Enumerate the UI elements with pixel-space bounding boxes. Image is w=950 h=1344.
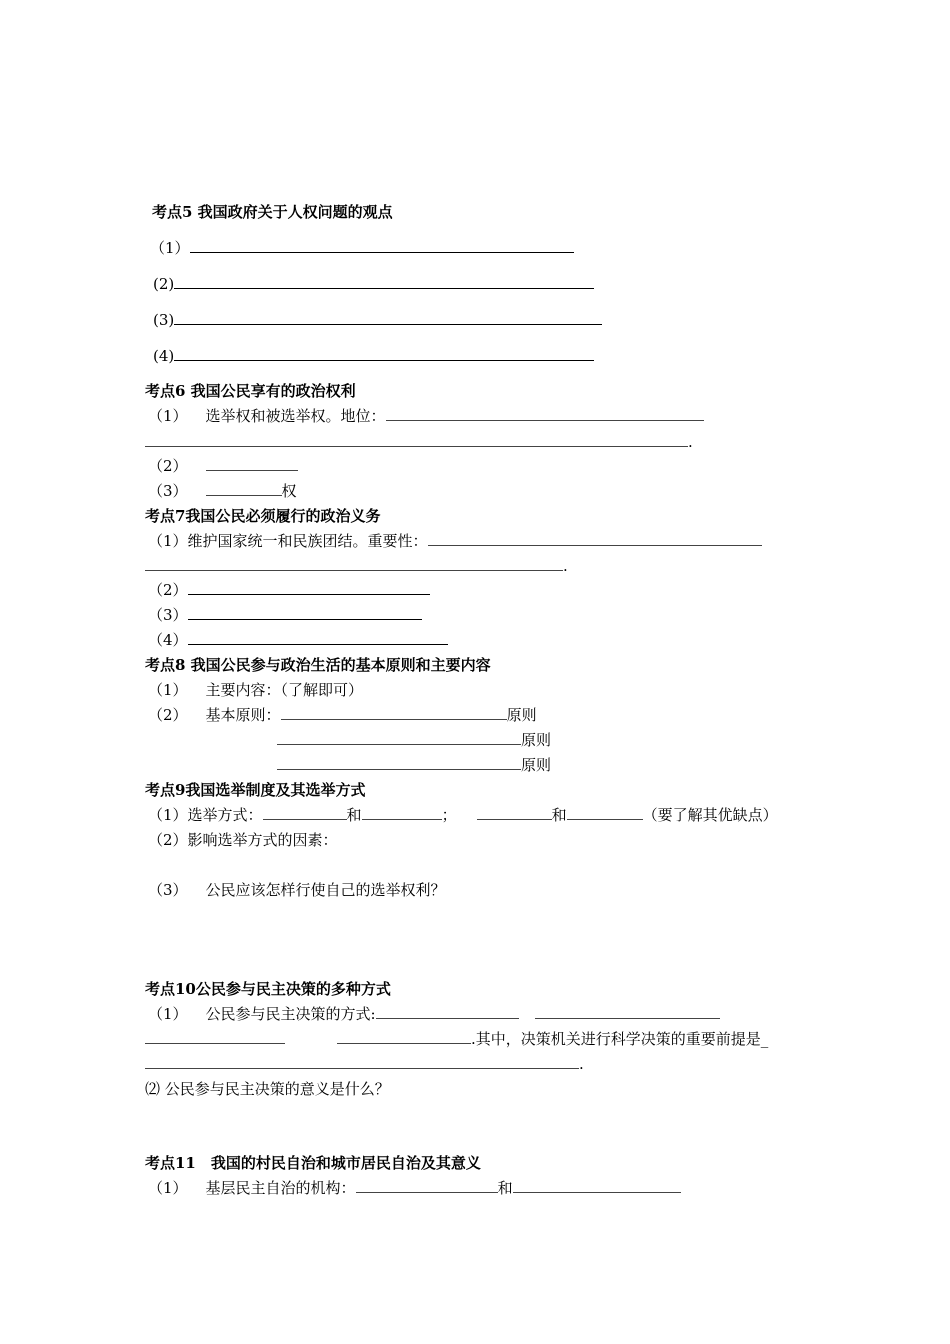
s10-item-1	[148, 1004, 720, 1024]
answer-blank[interactable]	[174, 310, 602, 325]
s6-item-2	[148, 456, 298, 476]
answer-blank[interactable]	[206, 456, 298, 471]
answer-blank[interactable]	[188, 605, 422, 620]
item-text: 基本原则：	[205, 706, 281, 724]
s8-principle-3	[277, 755, 551, 775]
item-number: （1）	[148, 407, 188, 425]
suffix-text: 权	[281, 482, 297, 500]
answer-blank[interactable]	[477, 805, 552, 820]
section-6-title: 考点6 我国公民享有的政治权利	[145, 382, 356, 400]
answer-blank[interactable]	[174, 346, 594, 361]
s10-item-2: ⑵ 公民参与民主决策的意义是什么？	[145, 1080, 390, 1098]
item-text: 选举权和被选举权。地位：	[205, 407, 386, 425]
and-text: 和	[497, 1179, 513, 1197]
answer-blank[interactable]	[277, 755, 521, 770]
answer-blank[interactable]	[145, 1029, 285, 1044]
answer-blank[interactable]	[145, 432, 688, 447]
item-text: 基层民主自治的机构：	[205, 1179, 356, 1197]
section-5-title: 考点5 我国政府关于人权问题的观点	[152, 203, 393, 221]
answer-blank[interactable]	[188, 580, 430, 595]
item-number: (2)	[153, 275, 175, 293]
period: .	[579, 1055, 584, 1073]
principle-label: 原则	[506, 706, 537, 724]
answer-blank[interactable]	[206, 481, 282, 496]
answer-blank[interactable]	[567, 805, 643, 820]
section-11-title: 考点11 我国的村民自治和城市居民自治及其意义	[145, 1154, 481, 1172]
answer-blank[interactable]	[145, 1054, 579, 1069]
semicolon: ；	[441, 806, 457, 824]
s10-item-1-cont	[145, 1029, 768, 1049]
answer-blank[interactable]	[188, 630, 448, 645]
item-number: (3)	[153, 311, 175, 329]
item-text: .其中，决策机关进行科学决策的重要前提是	[471, 1030, 761, 1048]
s6-item-1-cont	[145, 432, 693, 452]
s7-item-2	[148, 580, 430, 600]
item-number: （2）	[148, 457, 188, 475]
s5-item-1	[150, 238, 574, 258]
section-10-title: 考点10公民参与民主决策的多种方式	[145, 980, 391, 998]
answer-blank[interactable]	[263, 805, 347, 820]
answer-blank[interactable]	[386, 406, 704, 421]
item-number: （1）	[148, 681, 188, 699]
s6-item-3	[148, 481, 297, 501]
s8-item-1	[148, 680, 363, 700]
item-number: （1）	[148, 1005, 188, 1023]
item-number: (4)	[153, 347, 175, 365]
answer-blank[interactable]	[281, 705, 507, 720]
s11-item-1	[148, 1178, 681, 1198]
answer-blank[interactable]	[362, 805, 442, 820]
item-number: （2）	[148, 706, 188, 724]
answer-blank[interactable]	[277, 730, 521, 745]
item-number: （1）	[148, 1179, 188, 1197]
s6-item-1	[148, 406, 704, 426]
item-text: 公民应该怎样行使自己的选举权利？	[205, 881, 446, 899]
item-number: （2）	[148, 581, 188, 599]
s9-item-2: （2）影响选举方式的因素：	[148, 831, 338, 849]
answer-blank[interactable]	[190, 238, 574, 253]
principle-label: 原则	[521, 731, 552, 749]
s9-item-1	[148, 805, 778, 825]
answer-blank[interactable]	[428, 531, 762, 546]
item-text: 主要内容：（了解即可）	[205, 681, 364, 699]
principle-label: 原则	[521, 756, 552, 774]
s7-item-1	[148, 531, 762, 551]
item-number: （3）	[148, 606, 188, 624]
item-text: （1）选举方式：	[148, 806, 263, 824]
answer-blank[interactable]	[513, 1178, 681, 1193]
s7-item-4	[148, 630, 448, 650]
s7-item-3	[148, 605, 422, 625]
s8-principle-2	[277, 730, 551, 750]
s8-item-2	[148, 705, 537, 725]
s5-item-4	[153, 346, 594, 366]
s7-item-1-cont	[145, 556, 568, 576]
section-9-title: 考点9我国选举制度及其选举方式	[145, 781, 366, 799]
item-number: （3）	[148, 881, 188, 899]
and-text: 和	[551, 806, 567, 824]
answer-blank[interactable]	[535, 1004, 720, 1019]
section-7-title: 考点7我国公民必须履行的政治义务	[145, 507, 381, 525]
answer-blank[interactable]	[145, 556, 563, 571]
s5-item-2	[153, 274, 594, 294]
s9-item-3	[148, 880, 446, 900]
answer-blank[interactable]	[376, 1004, 519, 1019]
period: .	[563, 557, 568, 575]
note-text: （要了解其优缺点）	[642, 806, 778, 824]
and-text: 和	[346, 806, 362, 824]
s10-item-1-cont2	[145, 1054, 584, 1074]
item-text: （1）维护国家统一和民族团结。重要性：	[148, 532, 428, 550]
item-text: 公民参与民主决策的方式:	[205, 1005, 376, 1023]
item-number: （1）	[150, 239, 190, 257]
s5-item-3	[153, 310, 602, 330]
section-8-title: 考点8 我国公民参与政治生活的基本原则和主要内容	[145, 656, 491, 674]
item-number: （4）	[148, 631, 188, 649]
answer-blank[interactable]	[337, 1029, 471, 1044]
item-number: （3）	[148, 482, 188, 500]
answer-blank[interactable]	[356, 1178, 498, 1193]
period: .	[688, 433, 693, 451]
tail-underscore: _	[760, 1030, 769, 1048]
answer-blank[interactable]	[174, 274, 594, 289]
